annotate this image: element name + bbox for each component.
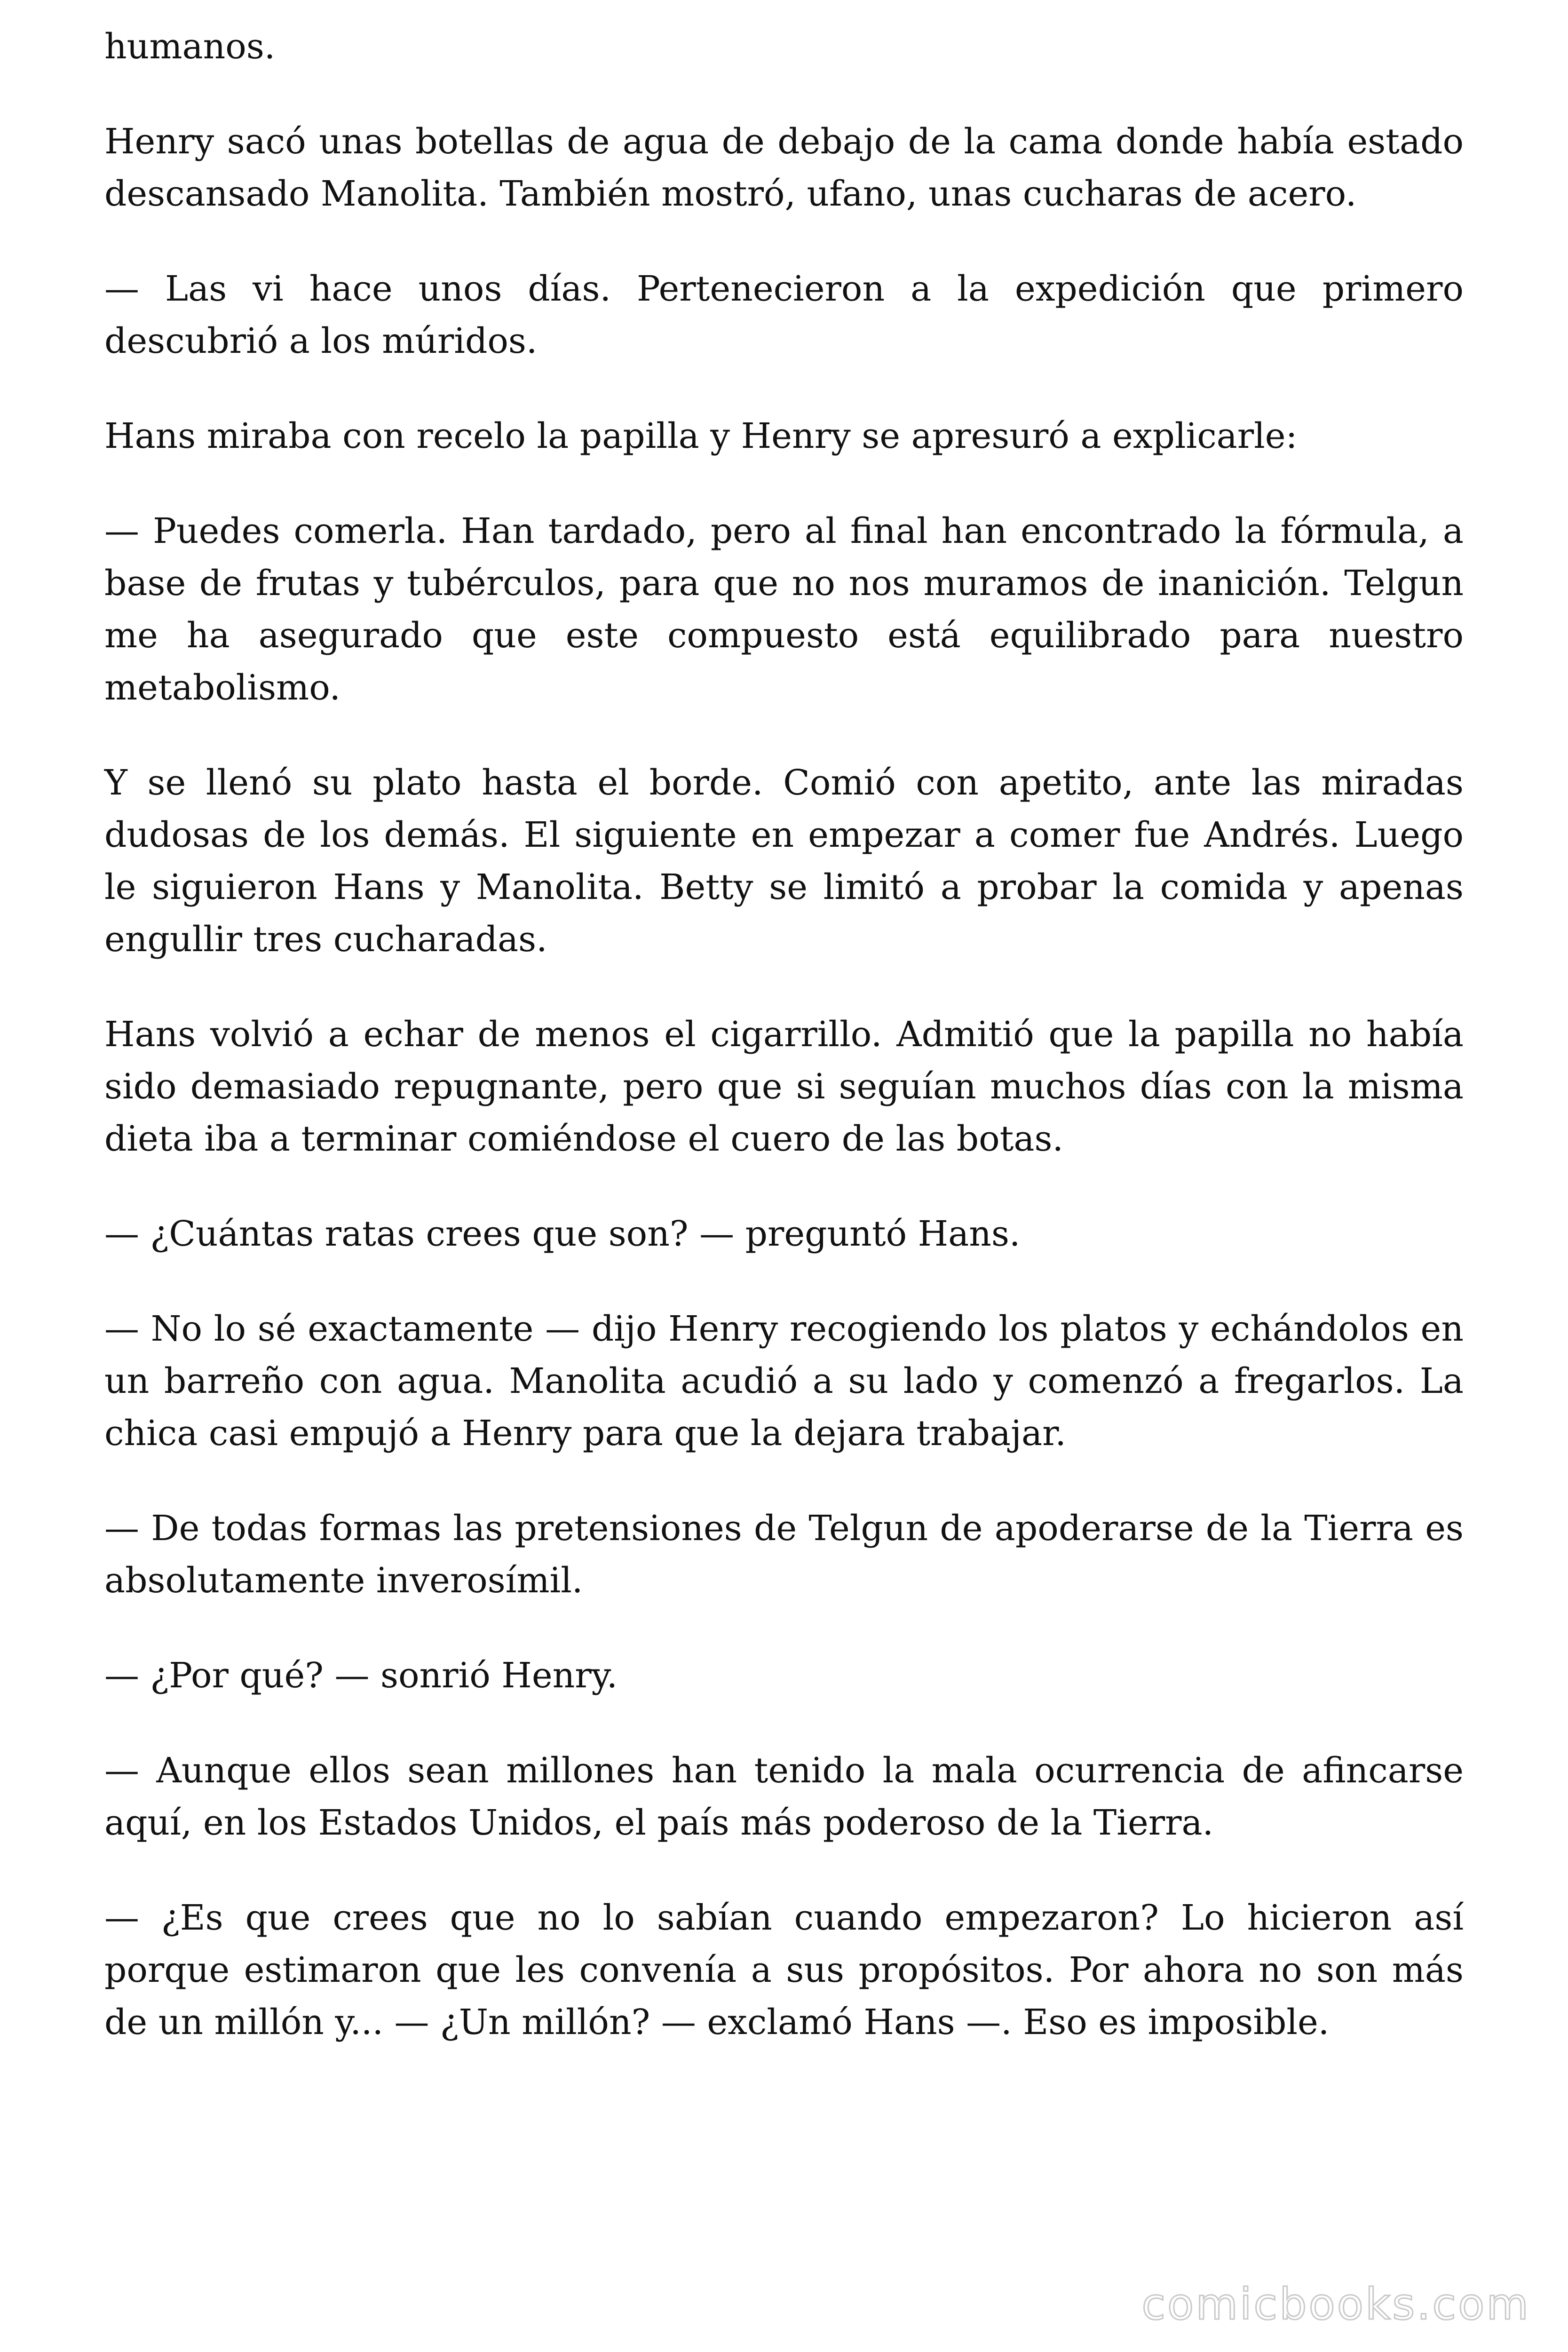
paragraph: Hans miraba con recelo la papilla y Henry se apresuró a explicarle: bbox=[104, 416, 1298, 456]
paragraph: — No lo sé exactamente — dijo Henry recogiendo los platos y echándolos en un barreño con agua. Manolita acudió a su lado y comenzó a fregarlos. La chica casi empujó a Henry para que la dejara trabajar. bbox=[104, 1309, 1464, 1454]
paragraph: Y se llenó su plato hasta el borde. Comió con apetito, ante las miradas dudosas de los demás. El siguiente en empezar a comer fue Andrés. Luego le siguieron Hans y Manolita. Betty se limitó a probar la comida y apenas engullir tres cucharadas. bbox=[104, 763, 1464, 960]
paragraph: humanos. bbox=[104, 26, 276, 67]
paragraph: Henry sacó unas botellas de agua de debajo de la cama donde había estado descansado Manolita. También mostró, ufano, unas cucharas de acero. bbox=[104, 121, 1464, 214]
paragraph: — De todas formas las pretensiones de Telgun de apoderarse de la Tierra es absolutamente inverosímil. bbox=[104, 1508, 1464, 1601]
paragraph: Hans volvió a echar de menos el cigarrillo. Admitió que la papilla no había sido demasiado repugnante, pero que si seguían muchos días con la misma dieta iba a terminar comiéndose el cuero de las botas. bbox=[104, 1014, 1464, 1159]
paragraph: — Las vi hace unos días. Pertenecieron a la expedición que primero descubrió a los múridos. bbox=[104, 269, 1464, 361]
paragraph: — Puedes comerla. Han tardado, pero al final han encontrado la fórmula, a base de frutas y tubérculos, para que no nos muramos de inanición. Telgun me ha asegurado que este compuesto está equilibrado para nuestro metabolismo. bbox=[104, 511, 1464, 708]
paragraph: — ¿Cuántas ratas crees que son? — preguntó Hans. bbox=[104, 1214, 1021, 1254]
paragraph: — ¿Por qué? — sonrió Henry. bbox=[104, 1655, 618, 1696]
paragraph: — ¿Es que crees que no lo sabían cuando empezaron? Lo hicieron así porque estimaron que les convenía a sus propósitos. Por ahora no son más de un millón y... — ¿Un millón? — exclamó Hans —. Eso es imposible. bbox=[104, 1898, 1464, 2042]
book-page-text bbox=[104, 21, 1464, 2091]
watermark: comicbooks.com bbox=[1141, 2279, 1530, 2329]
paragraph: — Aunque ellos sean millones han tenido la mala ocurrencia de afincarse aquí, en los Estados Unidos, el país más poderoso de la Tierra. bbox=[104, 1750, 1464, 1843]
